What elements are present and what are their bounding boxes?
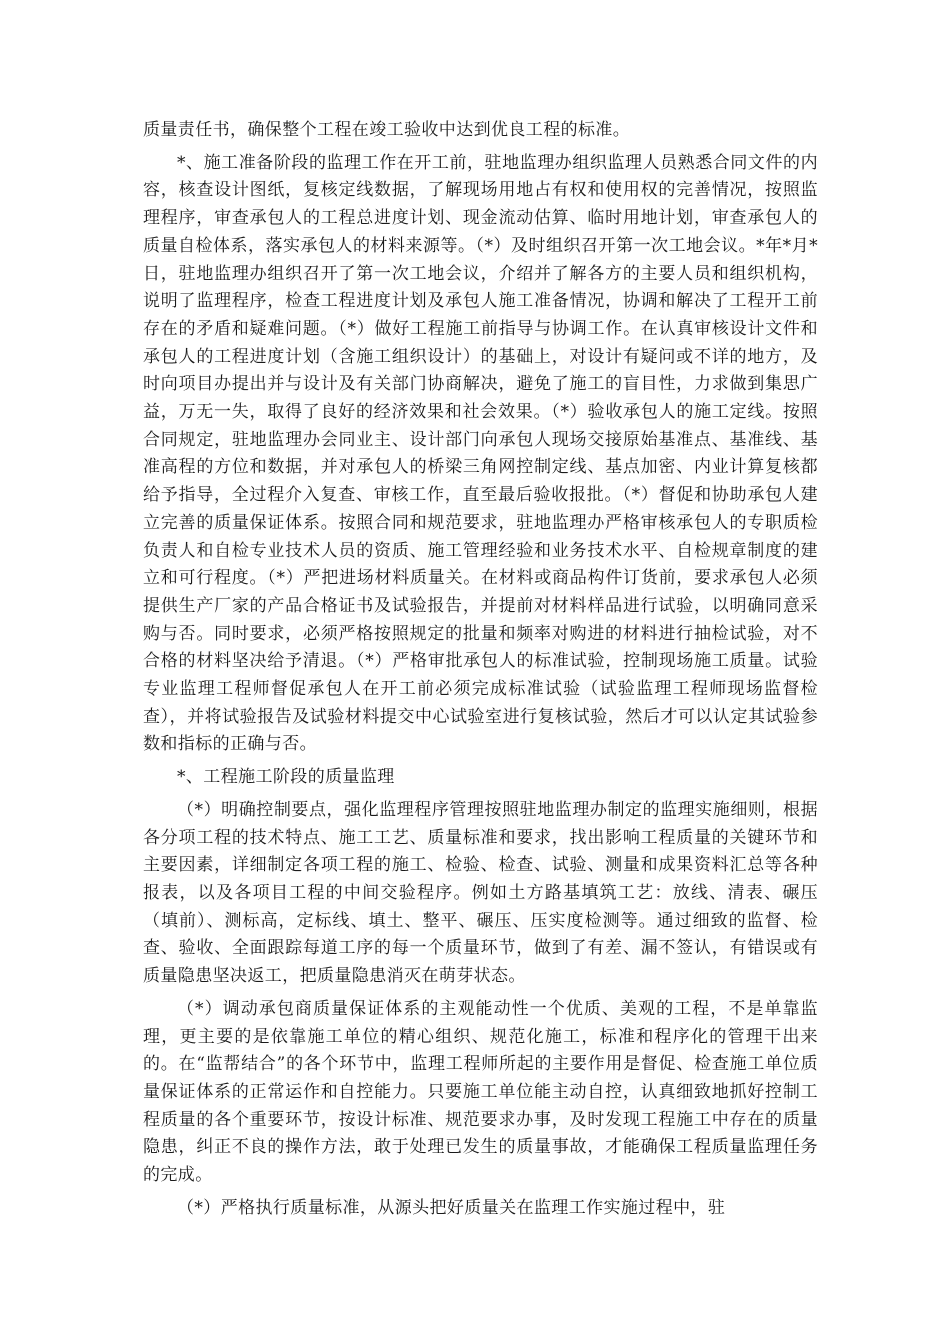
paragraph-3: （*）明确控制要点，强化监理程序管理按照驻地监理办制定的监理实施细则，根据各分项工程的技术特点、施工工艺、质量标准和要求，找出影响工程质量的关键环节和主要因素，详细制定各项工程的施工、检验、检查、试验、测量和成果资料汇总等各种报表，以及各项目工程的中间交验程序。例如土方路基填筑工艺：放线、清表、碾压（填前）、测标高，定标线、填土、整平、碾压、压实度检测等。通过细致的监督、检查、验收、全面跟踪每道工序的每一个质量环节，做到了有差、漏不签认，有错误或有质量隐患坚决返工，把质量隐患消灭在萌芽状态。 [143,799,818,987]
paragraph-5: （*）严格执行质量标准，从源头把好质量关在监理工作实施过程中，驻 [177,1197,726,1218]
paragraph-4: （*）调动承包商质量保证体系的主观能动性一个优质、美观的工程，不是单靠监理，更主要的是依靠施工单位的精心组织、规范化施工，标准和程序化的管理干出来的。在“监帮结合”的各个环节中，监理工程师所起的主要作用是督促、检查施工单位质量保证体系的正常运作和自控能力。只要施工单位能主动自控，认真细致地抓好控制工程质量的各个重要环节，按设计标准、规范要求办事，及时发现工程施工中存在的质量隐患，纠正不良的操作方法，敢于处理已发生的质量事故，才能确保工程质量监理任务的完成。 [143,998,818,1186]
section-heading: *、工程施工阶段的质量监理 [177,767,395,788]
document-page [143,117,818,1222]
paragraph-1: *、施工准备阶段的监理工作在开工前，驻地监理办组织监理人员熟悉合同文件的内容，核查设计图纸，复核定线数据，了解现场用地占有权和使用权的完善情况，按照监理程序，审查承包人的工程总进度计划、现金流动估算、临时用地计划，审查承包人的质量自检体系，落实承包人的材料来源等。（*）及时组织召开第一次工地会议。*年*月*日，驻地监理办组织召开了第一次工地会议，介绍并了解各方的主要人员和组织机构，说明了监理程序，检查工程进度计划及承包人施工准备情况，协调和解决了工程开工前存在的矛盾和疑难问题。（*）做好工程施工前指导与协调工作。在认真审核设计文件和承包人的工程进度计划（含施工组织设计）的基础上，对设计有疑问或不详的地方，及时向项目办提出并与设计及有关部门协商解决，避免了施工的盲目性，力求做到集思广益，万无一失，取得了良好的经济效果和社会效果。（*）验收承包人的施工定线。按照合同规定，驻地监理办会同业主、设计部门向承包人现场交接原始基准点、基准线、基准高程的方位和数据，并对承包人的桥梁三角网控制定线、基点加密、内业计算复核都给予指导，全过程介入复查、审核工作，直至最后验收报批。（*）督促和协助承包人建立完善的质量保证体系。按照合同和规范要求，驻地监理办严格审核承包人的专职质检负责人和自检专业技术人员的资质、施工管理经验和业务技术水平、自检规章制度的建立和可行程度。（*）严把进场材料质量关。在材料或商品构件订货前，要求承包人必须提供生产厂家的产品合格证书及试验报告，并提前对材料样品进行试验，以明确同意采购与否。同时要求，必须严格按照规定的批量和频率对购进的材料进行抽检试验，对不合格的材料坚决给予清退。（*）严格审批承包人的标准试验，控制现场施工质量。试验专业监理工程师督促承包人在开工前必须完成标准试验（试验监理工程师现场监督检查），并将试验报告及试验材料提交中心试验室进行复核试验，然后才可以认定其试验参数和指标的正确与否。 [143,152,818,755]
paragraph-0: 质量责任书，确保整个工程在竣工验收中达到优良工程的标准。 [143,120,631,140]
